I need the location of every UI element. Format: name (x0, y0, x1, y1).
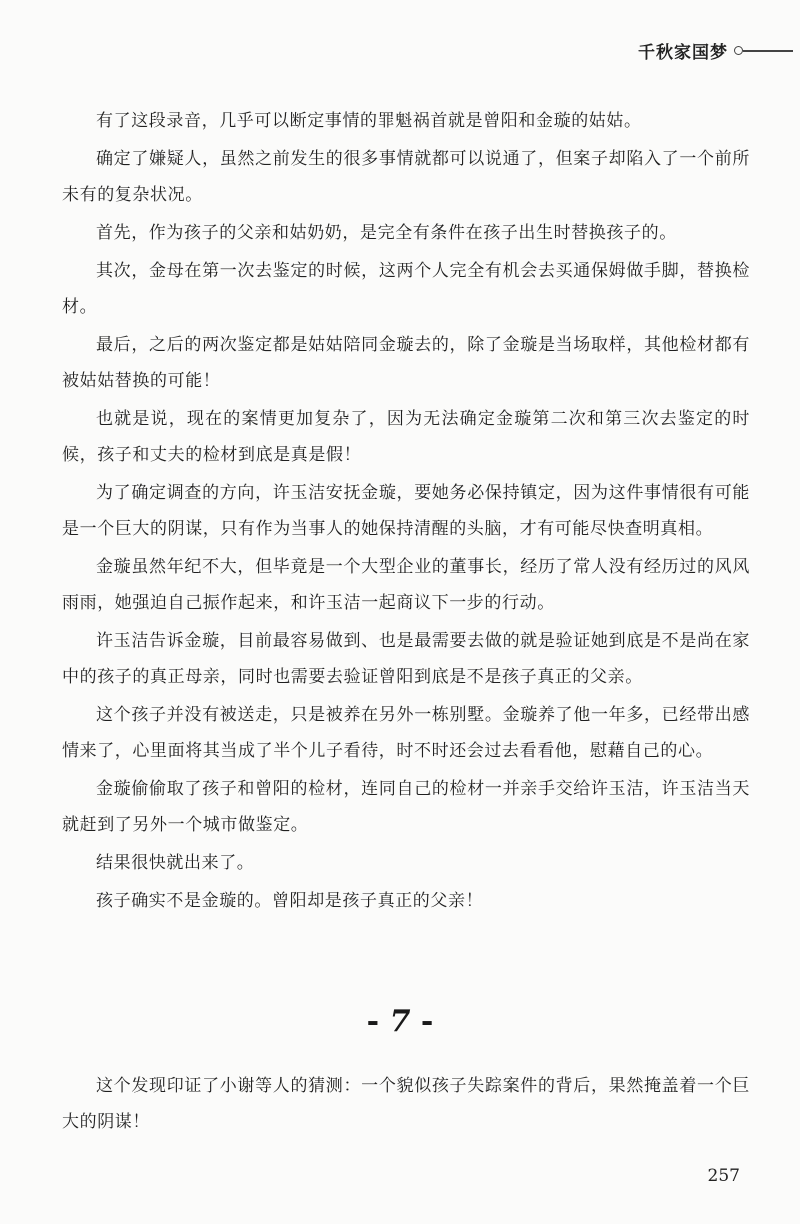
paragraph: 这个孩子并没有被送走，只是被养在另外一栋别墅。金璇养了他一年多，已经带出感情来了，心里面将其当成了半个儿子看待，时不时还会过去看看他，慰藉自己的心。 (62, 705, 750, 761)
paragraph: 确定了嫌疑人，虽然之前发生的很多事情就都可以说通了，但案子却陷入了一个前所未有的复杂状况。 (62, 149, 750, 205)
paragraph: 其次，金母在第一次去鉴定的时候，这两个人完全有机会去买通保姆做手脚，替换检材。 (62, 261, 750, 317)
body-text-continued (62, 1068, 750, 1142)
header-ornament-icon (734, 45, 792, 55)
book-title: 千秋家国梦 (638, 42, 728, 63)
page-number: 257 (707, 1166, 740, 1186)
body-text (62, 103, 750, 921)
paragraph: 首先，作为孩子的父亲和姑奶奶，是完全有条件在孩子出生时替换孩子的。 (96, 223, 677, 243)
paragraph: 也就是说，现在的案情更加复杂了，因为无法确定金璇第二次和第三次去鉴定的时候，孩子和丈夫的检材到底是真是假！ (62, 409, 750, 465)
paragraph: 有了这段录音，几乎可以断定事情的罪魁祸首就是曾阳和金璇的姑姑。 (96, 111, 642, 131)
paragraph: 孩子确实不是金璇的。曾阳却是孩子真正的父亲！ (96, 891, 484, 911)
chapter-heading (0, 1004, 800, 1039)
chapter-suffix: - (410, 1004, 434, 1039)
paragraph: 为了确定调查的方向，许玉洁安抚金璇，要她务必保持镇定，因为这件事情很有可能是一个巨大的阴谋，只有作为当事人的她保持清醒的头脑，才有可能尽快查明真相。 (62, 483, 750, 539)
paragraph: 金璇虽然年纪不大，但毕竟是一个大型企业的董事长，经历了常人没有经历过的风风雨雨，她强迫自己振作起来，和许玉洁一起商议下一步的行动。 (62, 557, 750, 613)
paragraph: 这个发现印证了小谢等人的猜测：一个貌似孩子失踪案件的背后，果然掩盖着一个巨大的阴谋！ (62, 1076, 750, 1132)
paragraph: 结果很快就出来了。 (96, 853, 255, 873)
paragraph: 许玉洁告诉金璇，目前最容易做到、也是最需要去做的就是验证她到底是不是尚在家中的孩子的真正母亲，同时也需要去验证曾阳到底是不是孩子真正的父亲。 (62, 631, 750, 687)
running-header (638, 28, 792, 72)
paragraph: 最后，之后的两次鉴定都是姑姑陪同金璇去的，除了金璇是当场取样，其他检材都有被姑姑替换的可能！ (62, 335, 750, 391)
chapter-prefix: - (366, 1004, 390, 1039)
chapter-number: 7 (389, 1004, 411, 1039)
paragraph: 金璇偷偷取了孩子和曾阳的检材，连同自己的检材一并亲手交给许玉洁，许玉洁当天就赶到了另外一个城市做鉴定。 (62, 779, 750, 835)
